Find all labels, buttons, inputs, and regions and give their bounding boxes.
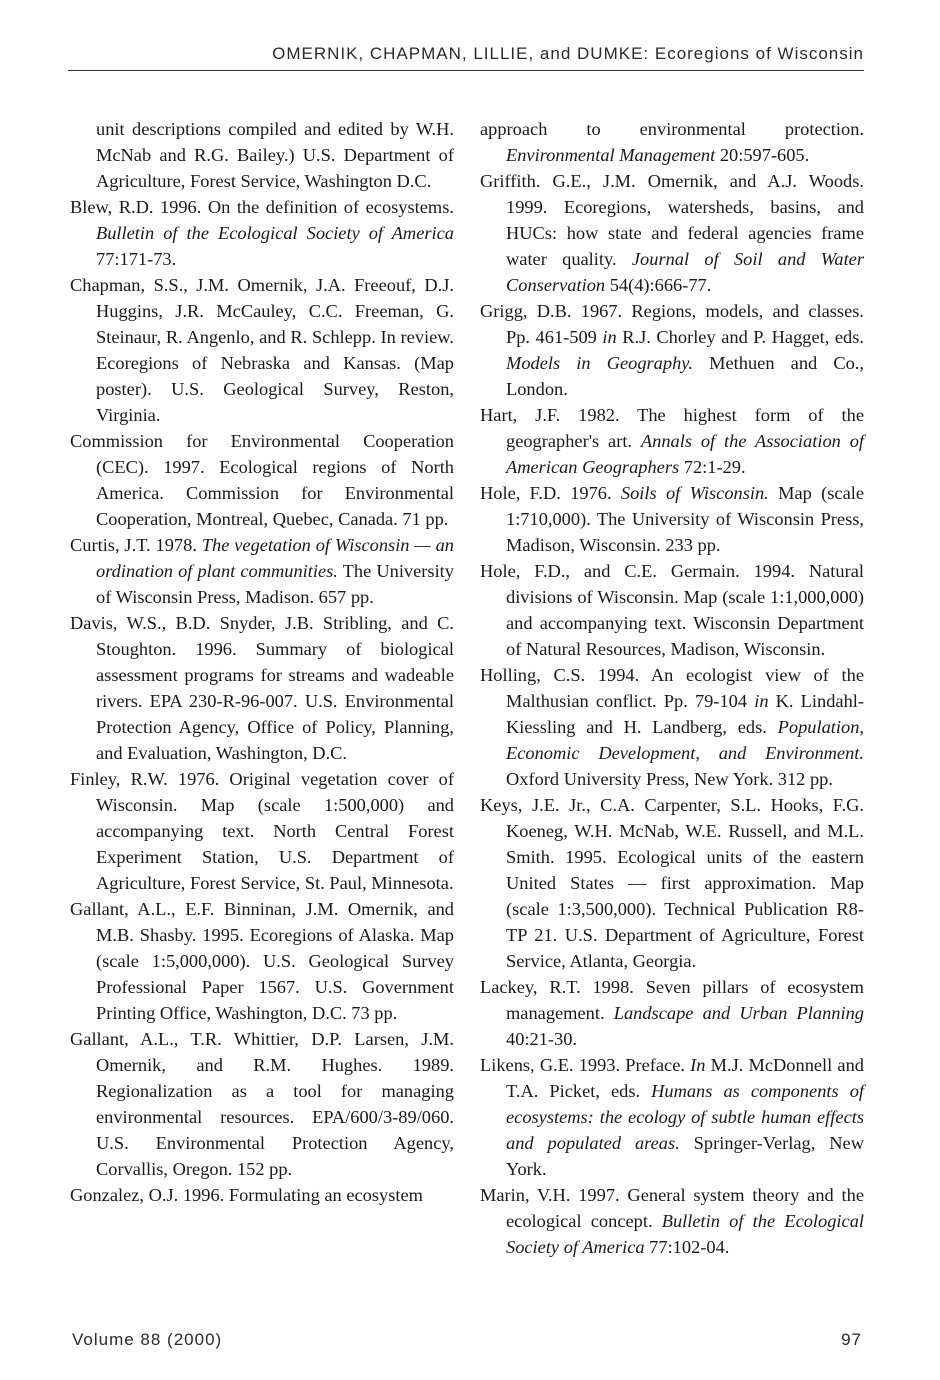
reference-text: Finley, R.W. 1976. Original vegetation cover of Wisconsin. Map (scale 1:500,000) and accompanying text. North Central Forest Experiment Station, U.S. Department of Agriculture, Forest Service, St. Paul, Minnesota. (70, 769, 454, 893)
reference-entry (70, 428, 454, 532)
reference-text: Likens, G.E. 1993. Preface. (480, 1055, 691, 1075)
reference-text: Map (scale 1:710,000). The University of Wisconsin Press, Madison, Wisconsin. 233 pp. (506, 483, 865, 555)
reference-entry (70, 766, 454, 896)
reference-text: Springer-Verlag, New York. (506, 1133, 864, 1179)
reference-text: Chapman, S.S., J.M. Omernik, J.A. Freeouf, D.J. Huggins, J.R. McCauley, C.C. Freeman, G. Steinaur, R. Angenlo, and R. Schlepp. In review. Ecoregions of Nebraska and Kansas. (Map poster). U.S. Geological Survey, Reston, Virginia. (70, 275, 454, 425)
reference-text: The University of Wisconsin Press, Madison. 657 pp. (96, 561, 454, 607)
reference-text: Grigg, D.B. 1967. Regions, models, and classes. Pp. 461-509 (480, 301, 864, 347)
reference-entry (70, 896, 454, 1026)
reference-entry (480, 1052, 864, 1182)
reference-text: 72:1-29. (679, 457, 746, 477)
reference-text: Lackey, R.T. 1998. Seven pillars of ecosystem management. (480, 977, 864, 1023)
reference-text: Hole, F.D., and C.E. Germain. 1994. Natural divisions of Wisconsin. Map (scale 1:1,000,000) and accompanying text. Wisconsin Department of Natural Resources, Madison, Wisconsin. (480, 561, 864, 659)
reference-italic-text: Humans as components of ecosystems: the ecology of subtle human effects and populated areas. (506, 1081, 864, 1153)
reference-italic-text: Population, Economic Development, and Environment. (506, 717, 864, 763)
reference-entry (480, 558, 864, 662)
reference-text: Davis, W.S., B.D. Snyder, J.B. Stribling, and C. Stoughton. 1996. Summary of biological assessment programs for streams and wadeable rivers. EPA 230-R-96-007. U.S. Environmental Protection Agency, Office of Policy, Planning, and Evaluation, Washington, D.C. (70, 613, 454, 763)
reference-text: Commission for Environmental Cooperation (CEC). 1997. Ecological regions of North America. Commission for Environmental Cooperation, Montreal, Quebec, Canada. 71 pp. (70, 431, 454, 529)
reference-entry (70, 1026, 454, 1182)
reference-text: R.J. Chorley and P. Hagget, eds. (616, 327, 864, 347)
reference-italic-text: In (690, 1055, 706, 1075)
reference-text: unit descriptions compiled and edited by W.H. McNab and R.G. Bailey.) U.S. Department of Agriculture, Forest Service, Washington D.C. (96, 119, 454, 191)
reference-italic-text: Bulletin of the Ecological Society of America (96, 223, 454, 243)
reference-text: Gonzalez, O.J. 1996. Formulating an ecosystem (70, 1185, 423, 1205)
reference-text: 77:102-04. (644, 1237, 730, 1257)
reference-text: Gallant, A.L., T.R. Whittier, D.P. Larsen, J.M. Omernik, and R.M. Hughes. 1989. Regionalization as a tool for managing environmental resources. EPA/600/3-89/060. U.S. Environmental Protection Agency, Corvallis, Oregon. 152 pp. (70, 1029, 454, 1179)
reference-italic-text: Journal of Soil and Water Conservation (506, 249, 864, 295)
header-rule (68, 70, 864, 71)
running-head: OMERNIK, CHAPMAN, LILLIE, and DUMKE: Ecoregions of Wisconsin (272, 44, 864, 63)
reference-text: approach to environmental protection. (480, 119, 864, 139)
reference-entry (480, 662, 864, 792)
reference-entry (480, 480, 864, 558)
reference-italic-text: in (754, 691, 769, 711)
reference-text: Curtis, J.T. 1978. (70, 535, 202, 555)
reference-text: Hole, F.D. 1976. (480, 483, 621, 503)
reference-entry (70, 1182, 454, 1208)
reference-entry (70, 272, 454, 428)
reference-entry (480, 1182, 864, 1260)
reference-entry (480, 168, 864, 298)
reference-text: Holling, C.S. 1994. An ecologist view of the Malthusian conflict. Pp. 79-104 (480, 665, 864, 711)
reference-italic-text: Environmental Management (506, 145, 716, 165)
reference-text: 54(4):666-77. (605, 275, 712, 295)
reference-text: 20:597-605. (715, 145, 810, 165)
reference-text: Gallant, A.L., E.F. Binninan, J.M. Omernik, and M.B. Shasby. 1995. Ecoregions of Alaska. Map (scale 1:5,000,000). U.S. Geological Survey Professional Paper 1567. U.S. Government Printing Office, Washington, D.C. 73 pp. (70, 899, 454, 1023)
reference-text: M.J. McDonnell and T.A. Picket, eds. (506, 1055, 864, 1101)
reference-entry (70, 194, 454, 272)
reference-text: Marin, V.H. 1997. General system theory and the ecological concept. (480, 1185, 864, 1231)
reference-entry (480, 792, 864, 974)
reference-italic-text: in (602, 327, 617, 347)
reference-italic-text: Bulletin of the Ecological Society of America (506, 1211, 864, 1257)
reference-text: K. Lindahl-Kiessling and H. Landberg, eds. (506, 691, 864, 737)
reference-text: 40:21-30. (506, 1029, 578, 1049)
reference-entry (480, 974, 864, 1052)
reference-entry (480, 402, 864, 480)
reference-text: Oxford University Press, New York. 312 pp. (506, 769, 833, 789)
footer-volume: Volume 88 (2000) (72, 1330, 223, 1349)
left-column (70, 116, 454, 1208)
reference-entry (480, 116, 864, 168)
reference-entry (70, 532, 454, 610)
right-column (480, 116, 864, 1260)
reference-text: Keys, J.E. Jr., C.A. Carpenter, S.L. Hooks, F.G. Koeneg, W.H. McNab, W.E. Russell, and M.L. Smith. 1995. Ecological units of the eastern United States — first approximation. Map (scale 1:3,500,000). Technical Publication R8-TP 21. U.S. Department of Agriculture, Forest Service, Atlanta, Georgia. (480, 795, 864, 971)
reference-italic-text: The vegetation of Wisconsin — an ordination of plant communities. (96, 535, 454, 581)
reference-text: Hart, J.F. 1982. The highest form of the geographer's art. (480, 405, 864, 451)
reference-italic-text: Annals of the Association of American Geographers (506, 431, 864, 477)
reference-italic-text: Landscape and Urban Planning (613, 1003, 864, 1023)
reference-italic-text: Soils of Wisconsin. (620, 483, 769, 503)
reference-entry (70, 610, 454, 766)
reference-text: Blew, R.D. 1996. On the definition of ecosystems. (70, 197, 454, 217)
reference-entry (70, 116, 454, 194)
reference-italic-text: Models in Geography. (506, 353, 694, 373)
reference-text: Methuen and Co., London. (506, 353, 864, 399)
reference-text: 77:171-73. (96, 249, 177, 269)
reference-text: Griffith. G.E., J.M. Omernik, and A.J. Woods. 1999. Ecoregions, watersheds, basins, and HUCs: how state and federal agencies frame water quality. (480, 171, 864, 269)
page-number: 97 (841, 1330, 862, 1349)
reference-entry (480, 298, 864, 402)
